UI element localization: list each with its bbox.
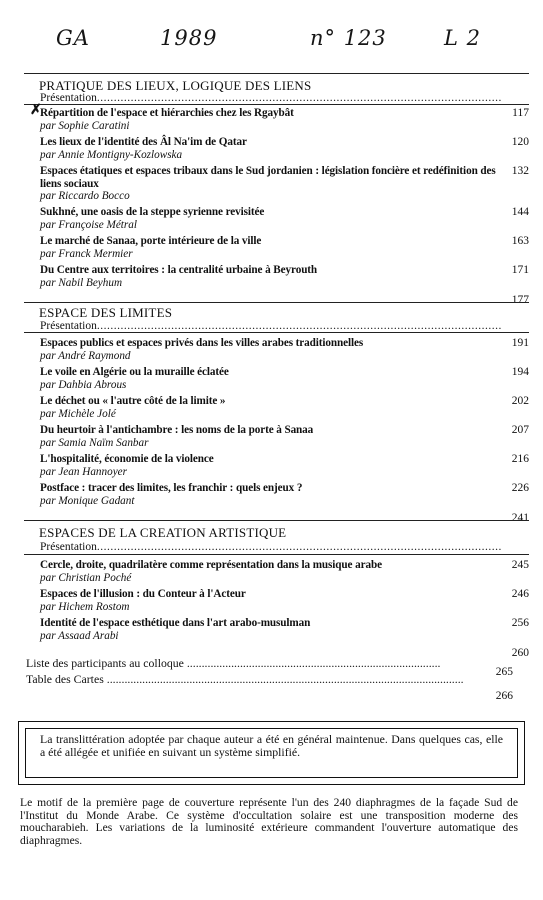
- toc-entry: [40, 588, 505, 613]
- entry-page: 163: [511, 235, 529, 247]
- section-rule: [24, 302, 529, 303]
- participants-line: Liste des participants au colloque ......................................................................................: [26, 656, 441, 670]
- handwritten-number: n° 123: [310, 26, 387, 50]
- entry-author: par Françoise Métral: [40, 218, 137, 231]
- entry-page: 216: [511, 453, 529, 465]
- entry-author: par André Raymond: [40, 349, 131, 362]
- participants-page: 265: [495, 666, 513, 678]
- section-heading-3: ESPACES DE LA CREATION ARTISTIQUE: [39, 525, 287, 540]
- entry-title: Du Centre aux territoires : la centralité urbaine à Beyrouth: [40, 264, 318, 276]
- entry-author: par Michèle Jolé: [40, 407, 116, 420]
- entry-title: Identité de l'espace esthétique dans l'art arabo-musulman: [40, 617, 311, 629]
- toc-entry: [40, 559, 505, 584]
- entry-title: Le déchet ou « l'autre côté de la limite »: [40, 395, 226, 407]
- presentation-label: Présentation: [40, 320, 97, 332]
- entry-page: 226: [511, 482, 529, 494]
- toc-entry: [40, 235, 505, 260]
- entry-author: par Christian Poché: [40, 571, 132, 584]
- section-rule: [24, 554, 529, 555]
- toc-entry: [40, 206, 505, 231]
- section-rule: [24, 332, 529, 333]
- section-rule: [24, 104, 529, 105]
- presentation-label: Présentation: [40, 541, 97, 553]
- toc-entry: [40, 617, 505, 642]
- entry-author: par Nabil Beyhum: [40, 276, 123, 289]
- entry-title: Le marché de Sanaa, porte intérieure de la ville: [40, 235, 262, 247]
- entry-page: 132: [511, 165, 529, 177]
- entry-title: Sukhné, une oasis de la steppe syrienne revisitée: [40, 206, 265, 218]
- participants-label: Liste des participants au colloque: [26, 656, 184, 670]
- entry-page: 120: [511, 136, 529, 148]
- entry-author: par Assaad Arabi: [40, 629, 119, 642]
- toc-entry: [40, 165, 510, 203]
- entry-author: par Hichem Rostom: [40, 600, 130, 613]
- presentation-line-2: Présentation........................................................................................................................: [40, 320, 502, 332]
- presentation-line-3: Présentation........................................................................................................................: [40, 541, 502, 553]
- entry-author: par Sophie Caratini: [40, 119, 130, 132]
- entry-page: 207: [511, 424, 529, 436]
- maps-label: Table des Cartes: [26, 672, 104, 686]
- entry-page: 191: [511, 337, 529, 349]
- toc-entry: [40, 424, 505, 449]
- toc-entry: [40, 366, 505, 391]
- entry-title: L'hospitalité, économie de la violence: [40, 453, 214, 465]
- entry-author: par Jean Hannoyer: [40, 465, 127, 478]
- handwritten-year: 1989: [160, 26, 218, 50]
- entry-page: 194: [511, 366, 529, 378]
- transliteration-note: [18, 721, 525, 785]
- toc-entry: [40, 482, 505, 507]
- entry-title: Espaces de l'illusion : du Conteur à l'Acteur: [40, 588, 246, 600]
- entry-author: par Dahbia Abrous: [40, 378, 127, 391]
- toc-entry: [40, 264, 505, 289]
- entry-author: par Riccardo Bocco: [40, 190, 130, 202]
- trailing-page: 260: [511, 647, 529, 659]
- trailing-page: 241: [511, 512, 529, 524]
- entry-author: par Franck Mermier: [40, 247, 133, 260]
- entry-page: 246: [511, 588, 529, 600]
- entry-title: Le voile en Algérie ou la muraille éclatée: [40, 366, 229, 378]
- entry-title: Cercle, droite, quadrilatère comme représentation dans la musique arabe: [40, 559, 382, 571]
- presentation-label: Présentation: [40, 92, 97, 104]
- toc-entry: [40, 453, 505, 478]
- entry-title: Les lieux de l'identité des Âl Na'im de Qatar: [40, 136, 247, 148]
- transliteration-note-text: La translittération adoptée par chaque auteur a été en général maintenue. Dans quelques cas, elle a été allégée et unifiée en suivant un système simplifié.: [25, 728, 518, 778]
- entry-author: par Samia Naïm Sanbar: [40, 436, 149, 449]
- cross-mark: ✗: [30, 103, 42, 118]
- entry-page: 144: [511, 206, 529, 218]
- presentation-line-1: Présentation........................................................................................................................: [40, 92, 502, 104]
- handwritten-ref: GA: [56, 26, 90, 50]
- entry-author: par Monique Gadant: [40, 494, 135, 507]
- maps-page: 266: [495, 690, 513, 702]
- entry-title: Espaces étatiques et espaces tribaux dans le Sud jordanien : législation foncière et redéfinition des liens sociaux: [40, 165, 496, 190]
- toc-entry: [40, 136, 505, 161]
- handwritten-code: L 2: [444, 26, 481, 50]
- entry-author: par Annie Montigny-Kozlowska: [40, 148, 183, 161]
- toc-entry: [40, 395, 505, 420]
- entry-page: 202: [511, 395, 529, 407]
- entry-page: 256: [511, 617, 529, 629]
- cover-motif-paragraph: Le motif de la première page de couverture représente l'un des 240 diaphragmes de la façade Sud de l'Institut du Monde Arabe. Ce système d'occultation solaire est une transposition moderne des moucharabieh. Les variations de la luminosité extérieure commandent l'ouverture automatique des diaphragmes.: [20, 796, 518, 847]
- entry-page: 117: [512, 107, 529, 119]
- entry-title: Postface : tracer des limites, les franchir : quels enjeux ?: [40, 482, 303, 494]
- toc-entry: [40, 107, 505, 132]
- toc-entry: [40, 337, 505, 362]
- top-rule: [24, 73, 529, 74]
- trailing-page: 177: [511, 294, 529, 306]
- section-rule: [24, 520, 529, 521]
- entry-title: Espaces publics et espaces privés dans les villes arabes traditionnelles: [40, 337, 364, 349]
- maps-line: Table des Cartes .........................................................................................................................: [26, 672, 464, 686]
- entry-title: Répartition de l'espace et hiérarchies chez les Rgaybât: [40, 107, 294, 119]
- section-heading-2: ESPACE DES LIMITES: [39, 305, 173, 320]
- entry-page: 245: [511, 559, 529, 571]
- entry-page: 171: [511, 264, 529, 276]
- entry-title: Du heurtoir à l'antichambre : les noms de la porte à Sanaa: [40, 424, 314, 436]
- section-heading-1: PRATIQUE DES LIEUX, LOGIQUE DES LIENS: [39, 78, 312, 93]
